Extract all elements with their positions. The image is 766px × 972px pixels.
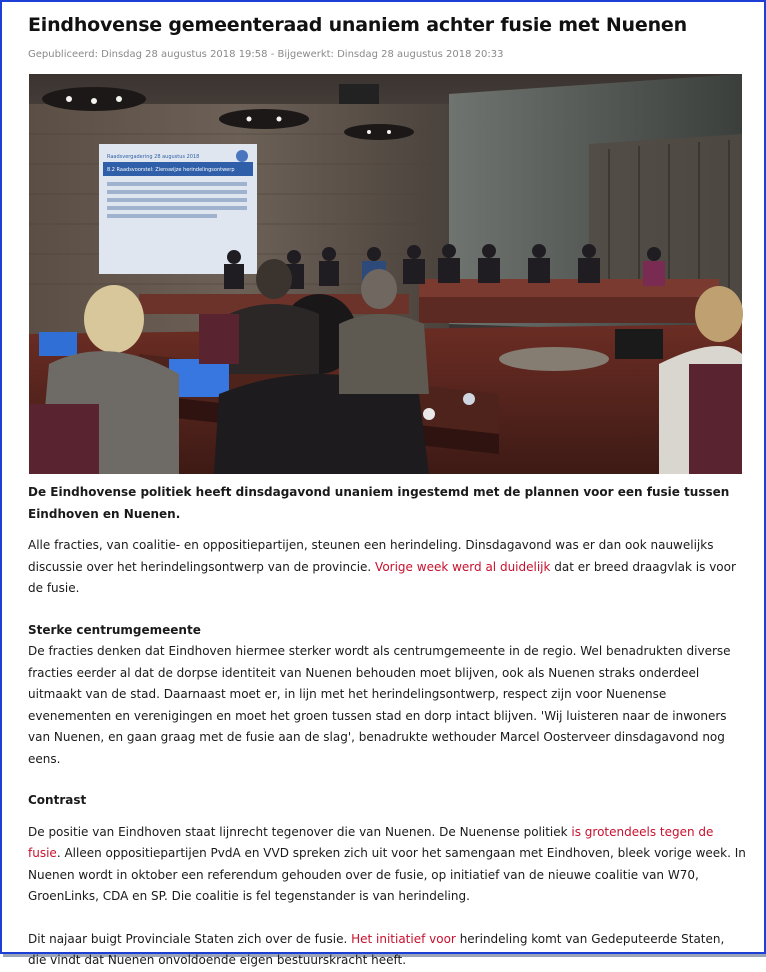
paragraph-4-before: Dit najaar buigt Provinciale Staten zich over de fusie. <box>28 931 352 946</box>
article-lead: De Eindhovense politiek heeft dinsdagavond unaniem ingestemd met de plannen voor een fusie tussen Eindhoven en Nuenen. <box>28 485 730 521</box>
paragraph-3-before: De positie van Eindhoven staat lijnrecht tegenover die van Nuenen. De Nuenense politiek <box>28 824 572 839</box>
paragraph-1 <box>28 535 746 600</box>
council-chamber-photo <box>29 74 742 474</box>
screen-agenda-item: 8.2 Raadsvoorstel: Zienswijze herindelingsontwerp <box>107 167 235 173</box>
paragraph-4 <box>28 929 746 972</box>
link-initiatief-voor[interactable]: Het initiatief voor <box>351 931 456 946</box>
paragraph-4-after: herindeling komt van Gedeputeerde Staten, die vindt dat Nuenen onvoldoende eigen bestuurskracht heeft. <box>28 931 725 967</box>
paragraph-1-text: Alle fracties, van coalitie- en oppositiepartijen, steunen een herindeling. Dinsdagavond was er dan ook nauwelijks discussie over het herindelingsontwerp van de provincie. <box>28 538 714 574</box>
screen-heading: Raadsvergadering 28 augustus 2018 <box>107 154 200 160</box>
paragraph-3 <box>28 822 746 908</box>
paragraph-3-after: . Alleen oppositiepartijen PvdA en VVD spreken zich uit voor het samengaan met Eindhoven, bleek vorige week. In Nuenen wordt in oktober een referendum gehouden over de fusie, op initiatief van de nieuwe coalitie van W70, GroenLinks, CDA en SP. Die coalitie is fel tegenstander is van herindeling. <box>28 846 746 903</box>
link-vorige-week[interactable]: Vorige week werd al duidelijk <box>375 559 551 574</box>
publication-meta: Gepubliceerd: Dinsdag 28 augustus 2018 19:58 - Bijgewerkt: Dinsdag 28 augustus 2018 20:33 <box>28 49 504 60</box>
paragraph-2: De fracties denken dat Eindhoven hiermee sterker wordt als centrumgemeente in de regio. Wel benadrukten diverse fracties eerder al dat de dorpse identiteit van Nuenen behouden moet blijven, ook als Nuenen straks onderdeel uitmaakt van de stad. Daarnaast moet er, in lijn met het herindelingsontwerp, respect zijn voor Nuenense evenementen en verenigingen en moet het groen tussen stad en dorp intact blijven. 'Wij luisteren naar de inwoners van Nuenen, en gaan graag met de fusie aan de slag', benadrukte wethouder Marcel Oosterveer dinsdagavond nog eens. <box>28 644 731 766</box>
heading-contrast: Contrast <box>28 793 87 807</box>
article-photo <box>29 74 742 474</box>
article-body <box>28 482 746 972</box>
heading-sterke-centrumgemeente: Sterke centrumgemeente <box>28 622 201 637</box>
paragraph-1-after: dat er breed draagvlak is voor de fusie. <box>28 559 736 595</box>
article-title: Eindhovense gemeenteraad unaniem achter fusie met Nuenen <box>28 14 687 36</box>
link-grotendeels-tegen[interactable]: is grotendeels tegen de fusie <box>28 824 714 860</box>
